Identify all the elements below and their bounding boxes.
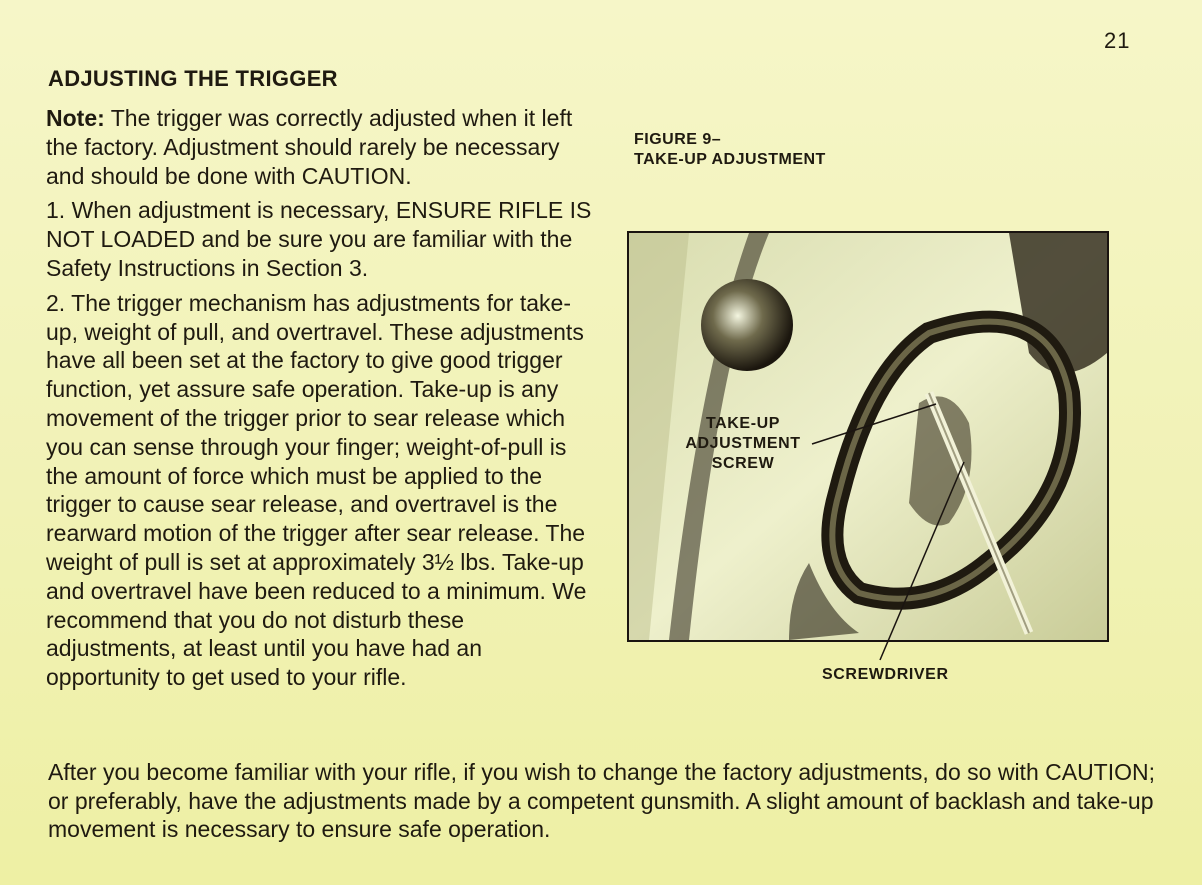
step-2-paragraph: 2. The trigger mechanism has adjustments for take-up, weight of pull, and overtravel. These adjustments have all been set at the factory to give good trigger function, yet assure safe operation. Take-up is any movement of the trigger prior to sear release which you can sense through your finger; weight-of-pull is the amount of force which must be applied to the trigger to cause sear release, and overtravel is the rearward motion of the trigger after sear release. The weight of pull is set at approximately 3½ lbs. Take-up and overtravel have been reduced to a minimum. We recommend that you do not disturb these adjustments, at least until you have had an opportunity to get used to your rifle. [46, 289, 587, 691]
note-paragraph [46, 104, 594, 190]
takeup-callout-line-2: ADJUSTMENT [685, 435, 801, 452]
figure-caption-title: TAKE-UP ADJUSTMENT [634, 151, 826, 168]
closing-paragraph: After you become familiar with your rifle, if you wish to change the factory adjustments, do so with CAUTION; or preferably, have the adjustments made by a competent gunsmith. A slight amount of backlash and take-up movement is necessary to ensure safe operation. [48, 759, 1156, 843]
body-text-column [46, 104, 594, 698]
section-heading: ADJUSTING THE TRIGGER [48, 66, 338, 91]
note-text: The trigger was correctly adjusted when it left the factory. Adjustment should rarely be necessary and should be done with CAUTION. [46, 105, 573, 189]
takeup-callout-line-3: SCREW [711, 455, 775, 472]
step-1-paragraph: 1. When adjustment is necessary, ENSURE RIFLE IS NOT LOADED and be sure you are familiar with the Safety Instructions in Section 3. [46, 197, 592, 281]
takeup-screw-callout [668, 414, 818, 474]
note-label: Note: [46, 105, 105, 131]
takeup-callout-line-1: TAKE-UP [705, 415, 781, 432]
figure-caption-number: FIGURE 9– [634, 131, 722, 148]
screwdriver-callout: SCREWDRIVER [822, 666, 949, 683]
figure-caption [634, 130, 826, 170]
page-number: 21 [1104, 28, 1131, 53]
